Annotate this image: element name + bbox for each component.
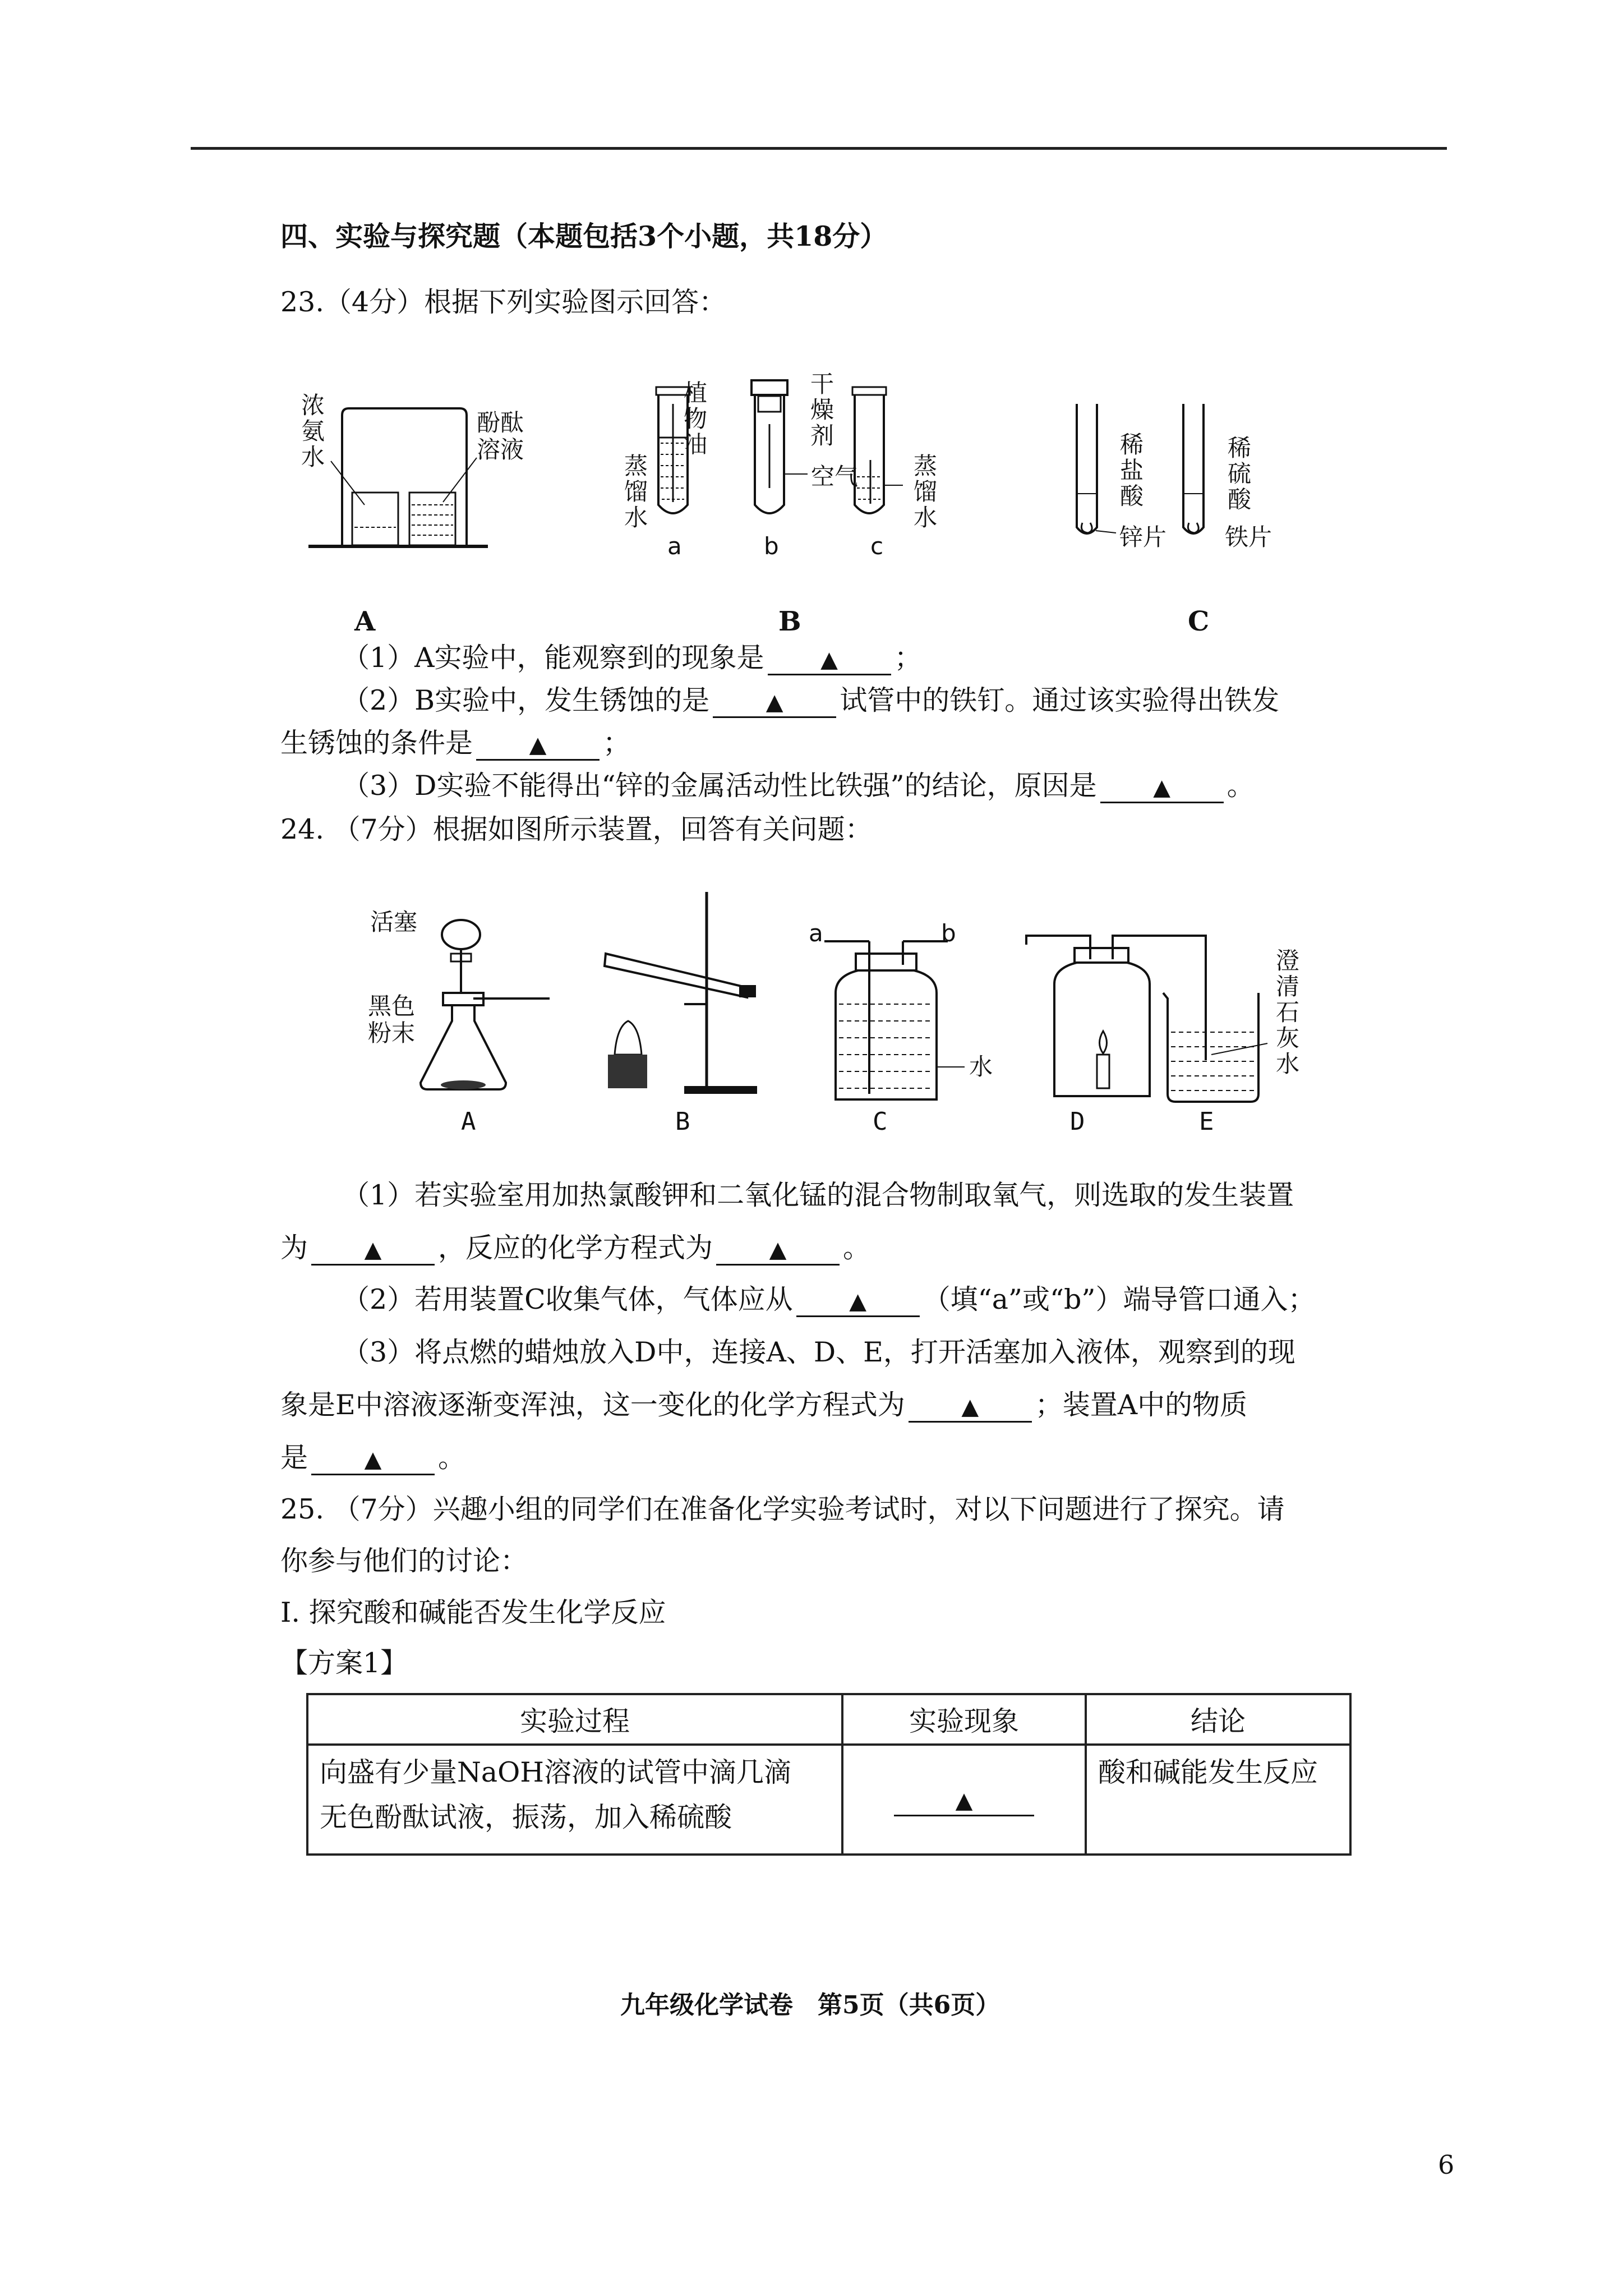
table-header-row [307,1694,1350,1745]
q23-figure-a [303,393,494,561]
q24-caption-c: C [873,1107,888,1136]
answer-blank[interactable]: ▲ [713,687,836,718]
q24-apparatus-b [594,886,780,1099]
table-cell-process: 向盛有少量NaOH溶液的试管中滴几滴 无色酚酞试液，振荡，加入稀硫酸 [307,1745,842,1855]
q24-stem: 24. （7分）根据如图所示装置，回答有关问题： [280,813,873,845]
tube-a-label: a [667,532,682,560]
label-distilled-water-c: 蒸馏水 [913,452,937,531]
q24-part2: （2）若用装置C收集气体，气体应从 ▲ （填“a”或“b”）端导管口通入； [342,1281,1315,1318]
answer-blank[interactable]: ▲ [768,644,891,675]
label-air: 空气 [811,463,859,490]
label-phenolphthalein: 酚酞溶液 [477,409,524,463]
q23-caption-c: C [1188,606,1210,637]
section-title: 四、实验与探究题（本题包括3个小题，共18分） [280,220,888,252]
label-water: 水 [969,1053,993,1080]
q23-part2-cont: 生锈蚀的条件是 ▲ ； [280,725,630,762]
label-dilute-hcl: 稀盐酸 [1119,431,1144,510]
q24-part3-cont: 象是E中溶液逐渐变浑浊，这一变化的化学方程式为 ▲ ；装置A中的物质 [280,1387,1247,1424]
q23-part1: （1）A实验中，能观察到的现象是 ▲ ； [342,639,922,677]
q25-stem-cont: 你参与他们的讨论： [280,1545,528,1577]
tube-c-label: c [870,532,884,560]
q23-part2: （2）B实验中，发生锈蚀的是 ▲ 试管中的铁钉。通过该实验得出铁发 [342,682,1279,719]
table-cell-conclusion: 酸和碱能发生反应 [1086,1745,1350,1855]
table-cell-phenomenon [842,1745,1086,1855]
q25-part1-title: I. 探究酸和碱能否发生化学反应 [280,1596,666,1628]
q24-part1: （1）若实验室用加热氯酸钾和二氧化锰的混合物制取氧气，则选取的发生装置 [342,1179,1294,1211]
q24-apparatus-c [813,931,959,1111]
q25-plan-table [306,1693,1352,1856]
q24-part3: （3）将点燃的蜡烛放入D中，连接A、D、E，打开活塞加入液体，观察到的现 [342,1336,1295,1368]
label-port-b: b [941,919,956,947]
table-row [307,1745,1350,1855]
q23-caption-b: B [778,606,801,637]
q24-part3-cont2: 是 ▲ 。 [280,1439,465,1476]
page-number: 6 [1438,2150,1455,2180]
q24-apparatus-d-e [1021,926,1312,1105]
label-limewater: 澄清石灰水 [1275,947,1299,1078]
q25-plan-title: 【方案1】 [280,1647,408,1679]
q24-caption-e: E [1199,1107,1214,1136]
q24-part1-cont: 为 ▲ ，反应的化学方程式为 ▲ 。 [280,1230,870,1267]
table-header: 实验现象 [842,1694,1086,1745]
answer-blank[interactable]: ▲ [1100,772,1224,803]
label-dilute-h2so4: 稀硫酸 [1227,434,1251,513]
table-header: 结论 [1086,1694,1350,1745]
label-desiccant: 干燥剂 [810,370,834,449]
answer-blank[interactable]: ▲ [311,1444,435,1475]
answer-blank[interactable]: ▲ [716,1234,840,1266]
label-port-a: a [809,919,823,947]
label-zinc: 锌片 [1119,523,1167,551]
q25-stem: 25. （7分）兴趣小组的同学们在准备化学实验考试时，对以下问题进行了探究。请 [280,1493,1285,1525]
q24-caption-b: B [675,1107,690,1136]
page-footer: 九年级化学试卷 第5页（共6页） [620,1991,1000,2019]
label-valve: 活塞 [370,908,418,936]
label-black-powder: 黑色粉末 [368,992,416,1047]
answer-blank[interactable]: ▲ [909,1391,1032,1423]
answer-blank[interactable]: ▲ [476,729,600,761]
label-iron: 铁片 [1225,523,1272,551]
q23-part3: （3）D实验不能得出“锌的金属活动性比铁强”的结论，原因是 ▲ 。 [342,767,1255,804]
header-rule [191,147,1447,150]
q23-caption-a: A [354,606,376,637]
answer-blank[interactable]: ▲ [311,1234,435,1266]
answer-blank[interactable]: ▲ [796,1286,920,1317]
q24-apparatus-a [415,914,561,1105]
answer-blank[interactable]: ▲ [894,1785,1034,1816]
label-vegetable-oil: 植物油 [683,379,707,458]
q23-stem: 23.（4分）根据下列实验图示回答： [280,286,727,318]
table-header: 实验过程 [307,1694,842,1745]
tube-b-label: b [764,532,779,560]
label-distilled-water-a: 蒸馏水 [624,452,648,531]
q24-caption-a: A [461,1107,476,1136]
q24-caption-d: D [1070,1107,1085,1136]
label-ammonia: 浓氨水 [301,392,325,471]
